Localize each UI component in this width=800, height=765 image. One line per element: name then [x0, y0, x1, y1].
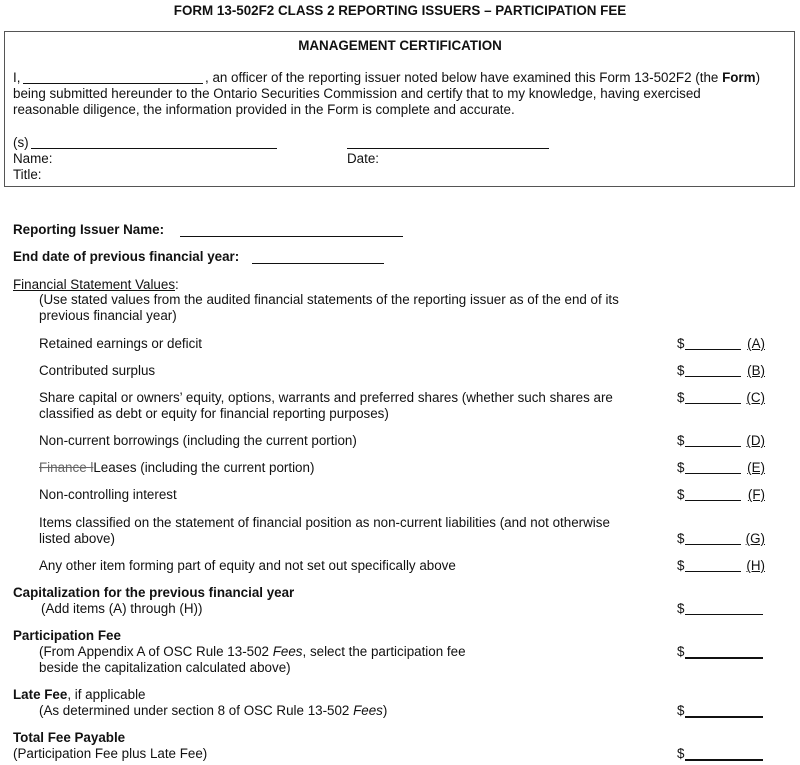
- fsv-note-line1: (Use stated values from the audited financial statements of the reporting issuer as of the end of its: [39, 292, 619, 307]
- participation-fee-title: Participation Fee: [13, 628, 121, 643]
- line-item-label: Contributed surplus: [39, 363, 156, 378]
- issuer-name-field[interactable]: [180, 222, 403, 237]
- amount-field[interactable]: [685, 459, 741, 474]
- amount-field[interactable]: [685, 389, 741, 404]
- signature-field[interactable]: [31, 134, 277, 149]
- amount-field[interactable]: [685, 335, 741, 350]
- item-reference: (G): [745, 531, 765, 546]
- late-fee-currency: $: [677, 703, 685, 718]
- signature-prefix: (s): [13, 135, 29, 150]
- issuer-name-label: Reporting Issuer Name:: [13, 222, 165, 237]
- item-reference: (D): [746, 433, 765, 448]
- total-fee-field[interactable]: [685, 745, 763, 761]
- currency-symbol: $: [677, 390, 685, 405]
- late-fee-title: Late Fee, if applicable: [13, 687, 146, 702]
- cert-line2: being submitted hereunder to the Ontario Securities Commission and certify that to my knowledge, having exercised: [13, 86, 701, 101]
- officer-name-field[interactable]: [23, 69, 203, 84]
- form-title: FORM 13-502F2 CLASS 2 REPORTING ISSUERS – PARTICIPATION FEE: [173, 3, 627, 18]
- date-field[interactable]: [347, 134, 549, 149]
- certification-heading: MANAGEMENT CERTIFICATION: [298, 38, 502, 53]
- cert-line1-prefix: I,: [13, 70, 21, 85]
- date-label: Date:: [347, 151, 380, 166]
- title-label: Title:: [13, 167, 42, 182]
- fsv-note-line2: previous financial year): [39, 308, 177, 323]
- total-fee-note: (Participation Fee plus Late Fee): [13, 746, 208, 761]
- participation-note-line1: (From Appendix A of OSC Rule 13-502 Fees, select the participation fee: [39, 644, 466, 659]
- capitalization-currency: $: [677, 601, 685, 616]
- fsv-heading: Financial Statement Values:: [13, 277, 179, 292]
- currency-symbol: $: [677, 336, 685, 351]
- capitalization-title: Capitalization for the previous financial year: [13, 585, 295, 600]
- line-item-label: Finance lLeases (including the current portion): [39, 460, 315, 475]
- line-item-label: Share capital or owners’ equity, options, warrants and preferred shares (whether such shares are: [39, 390, 613, 405]
- currency-symbol: $: [677, 558, 685, 573]
- item-reference: (E): [747, 460, 765, 475]
- fy-end-label: End date of previous financial year:: [13, 249, 240, 264]
- line-item-label-cont: listed above): [39, 531, 115, 546]
- line-item-label: Any other item forming part of equity and not set out specifically above: [39, 558, 456, 573]
- currency-symbol: $: [677, 531, 685, 546]
- capitalization-amount-field[interactable]: [685, 600, 763, 615]
- amount-field[interactable]: [685, 557, 741, 572]
- line-item-label: Retained earnings or deficit: [39, 336, 203, 351]
- total-fee-currency: $: [677, 746, 685, 761]
- item-reference: (F): [747, 487, 765, 502]
- line-item-label: Non-current borrowings (including the current portion): [39, 433, 357, 448]
- item-reference: (A): [747, 336, 765, 351]
- line-item-label-cont: classified as debt or equity for financial reporting purposes): [39, 406, 389, 421]
- late-fee-field[interactable]: [685, 702, 763, 718]
- capitalization-note: (Add items (A) through (H)): [41, 601, 203, 616]
- name-label: Name:: [13, 151, 53, 166]
- cert-line1: , an officer of the reporting issuer noted below have examined this Form 13-502F2 (the Form): [205, 70, 761, 85]
- currency-symbol: $: [677, 460, 685, 475]
- item-reference: (C): [746, 390, 765, 405]
- amount-field[interactable]: [685, 362, 741, 377]
- currency-symbol: $: [677, 487, 685, 502]
- fy-end-field[interactable]: [252, 249, 384, 264]
- participation-fee-field[interactable]: [685, 643, 763, 659]
- late-fee-note: (As determined under section 8 of OSC Rule 13-502 Fees): [39, 703, 388, 718]
- line-item-label: Items classified on the statement of financial position as non-current liabilities (and not otherwise: [39, 515, 610, 530]
- currency-symbol: $: [677, 433, 685, 448]
- line-item-label: Non-controlling interest: [39, 487, 177, 502]
- participation-note-line2: beside the capitalization calculated above): [39, 660, 291, 675]
- participation-currency: $: [677, 644, 685, 659]
- item-reference: (H): [746, 558, 765, 573]
- item-reference: (B): [747, 363, 765, 378]
- amount-field[interactable]: [685, 486, 741, 501]
- amount-field[interactable]: [685, 432, 741, 447]
- amount-field[interactable]: [685, 530, 741, 545]
- cert-line3: reasonable diligence, the information provided in the Form is complete and accurate.: [13, 102, 515, 117]
- currency-symbol: $: [677, 363, 685, 378]
- total-fee-title: Total Fee Payable: [13, 730, 126, 745]
